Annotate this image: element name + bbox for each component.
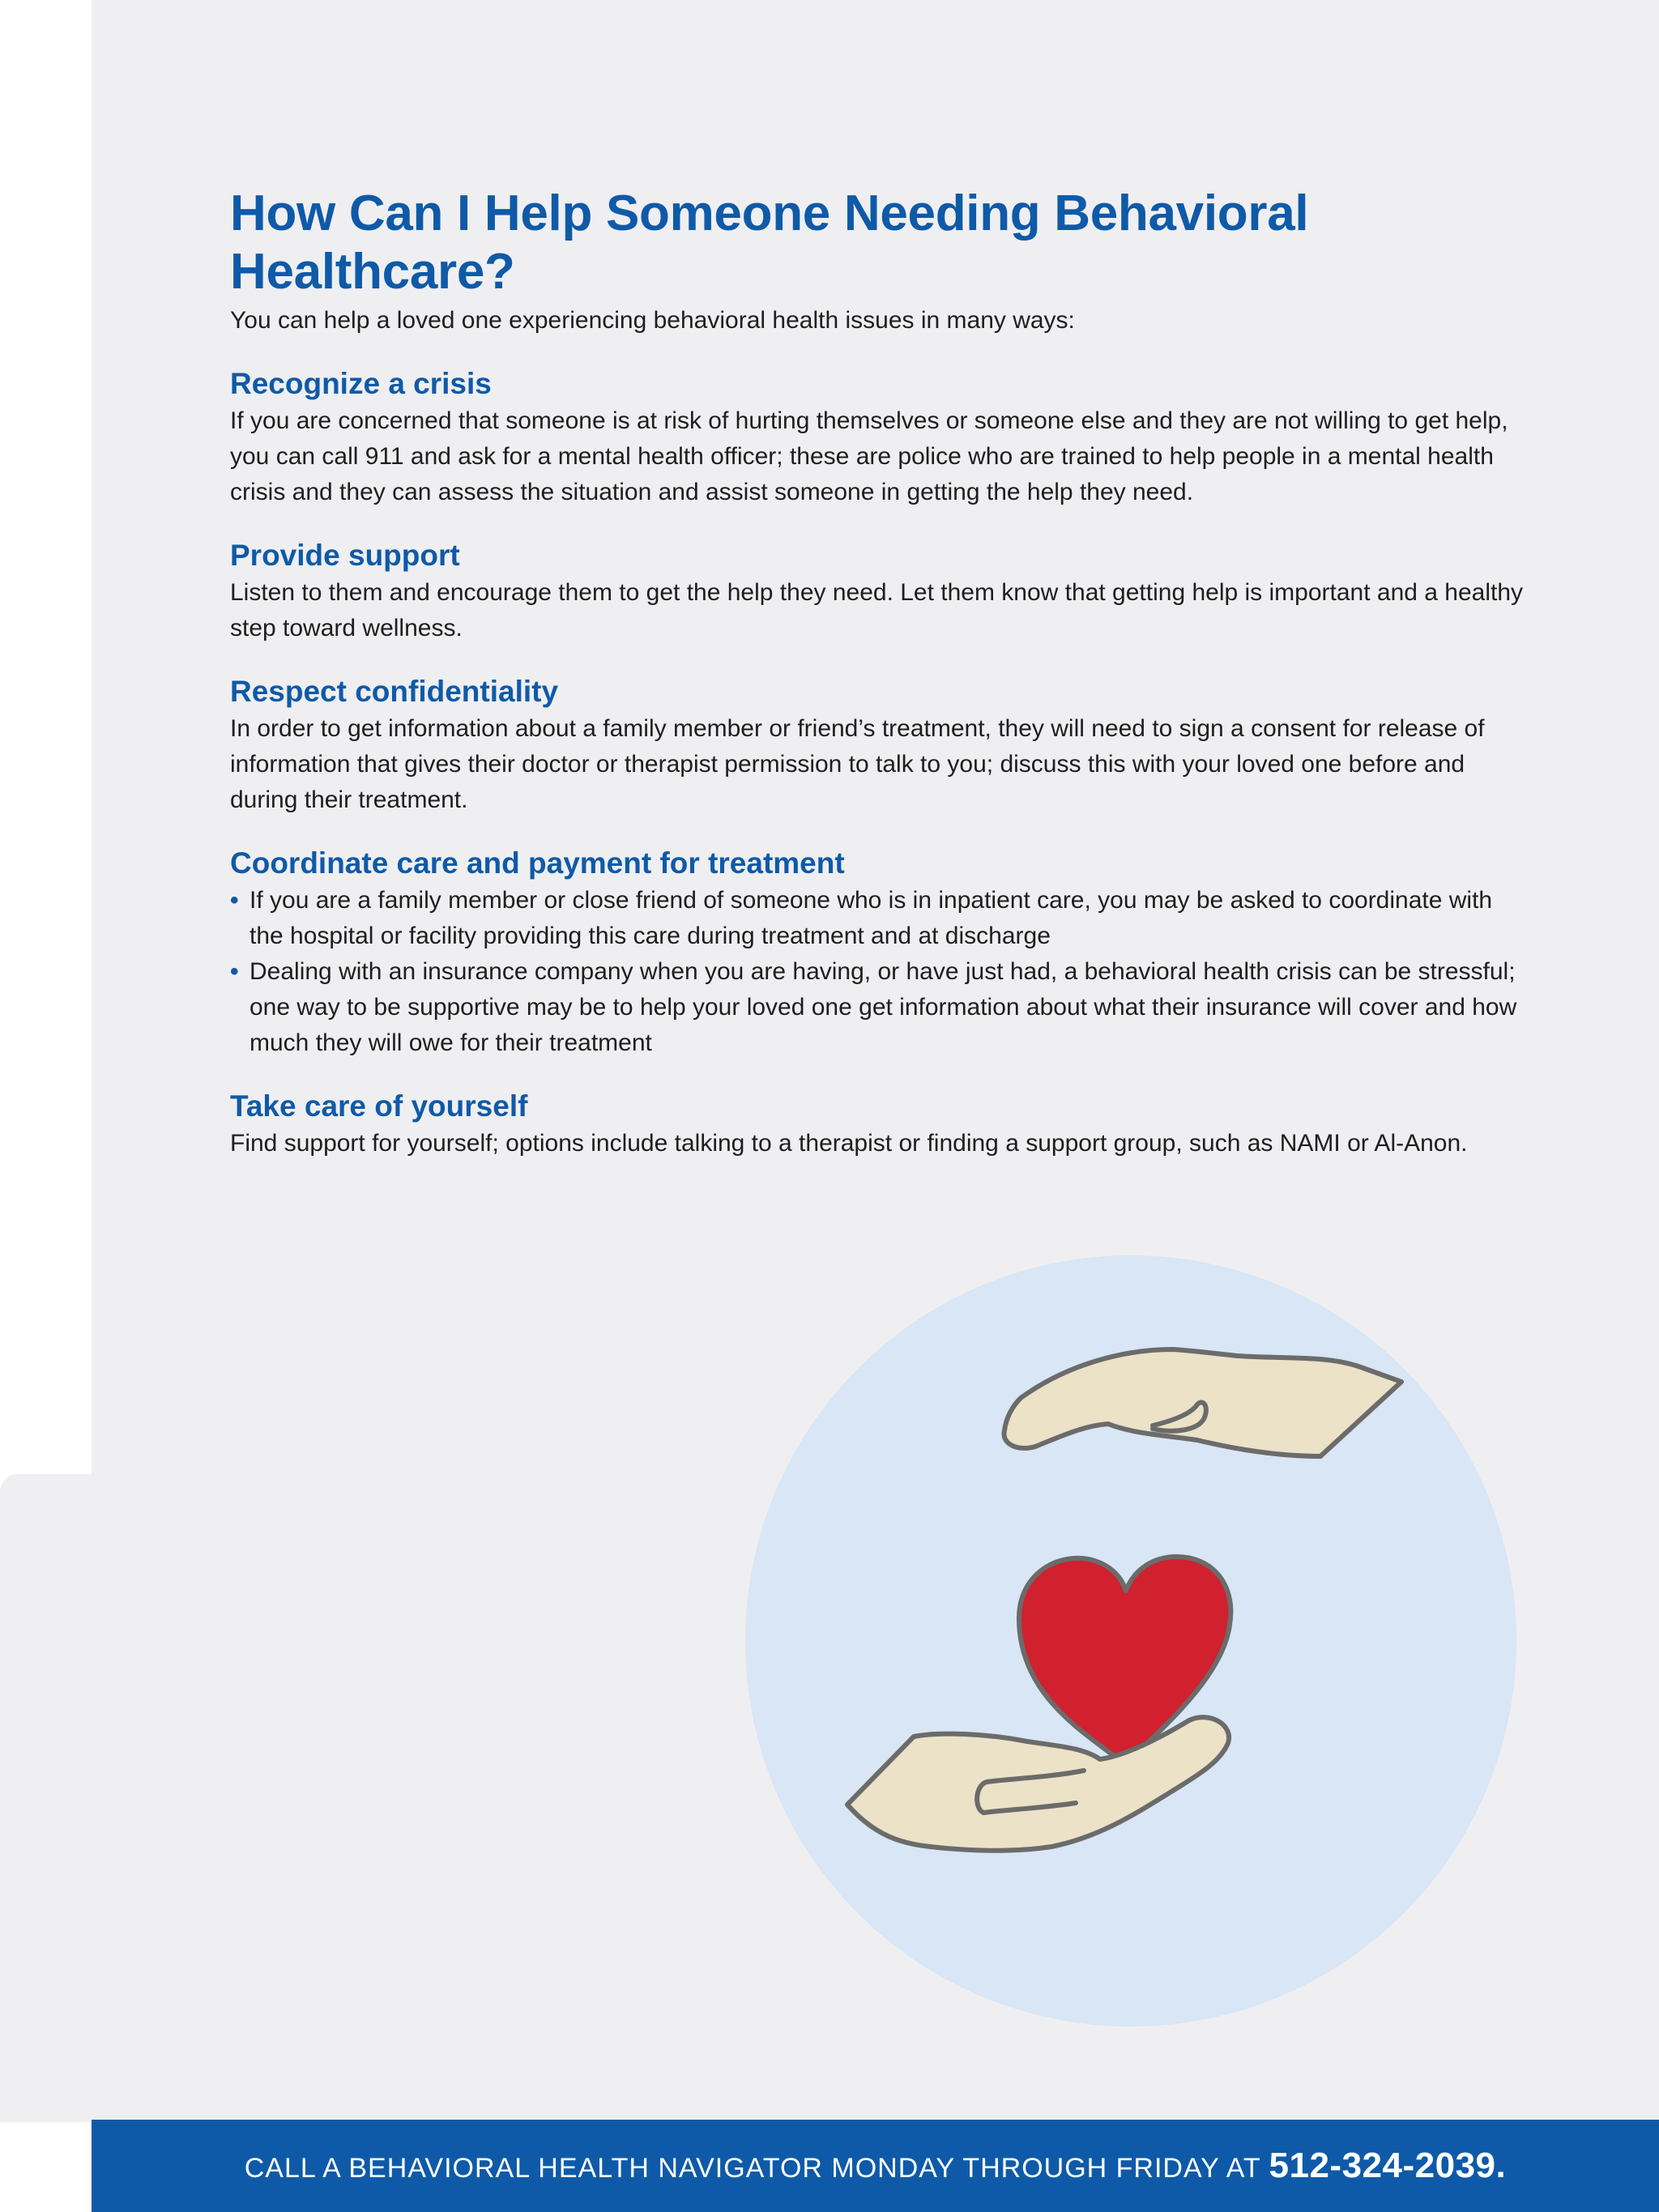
section-coordinate-care bbox=[230, 844, 1526, 1061]
caring-hands-illustration bbox=[744, 1254, 1518, 2028]
bullet-list bbox=[230, 883, 1526, 1061]
footer-banner bbox=[92, 2120, 1659, 2212]
section-provide-support bbox=[230, 536, 1526, 646]
list-item-text: If you are a family member or close friend of someone who is in inpatient care, you may be asked to coordinate with the hospital or facility providing this care during treatment and at discharge bbox=[249, 887, 1493, 949]
footer-call-text: CALL A BEHAVIORAL HEALTH NAVIGATOR MONDAY THROUGH FRIDAY AT bbox=[244, 2153, 1269, 2184]
section-heading: Take care of yourself bbox=[230, 1089, 528, 1123]
bullet-icon: • bbox=[230, 887, 239, 914]
section-heading: Respect confidentiality bbox=[230, 675, 559, 708]
section-body: If you are concerned that someone is at risk of hurting themselves or someone else and they are not willing to get help, you can call 911 and ask for a mental health officer; these are police who are trained to help people in a mental health crisis and they can assess the situation and assist someone in getting the help they need. bbox=[230, 407, 1508, 505]
list-item-text: Dealing with an insurance company when you are having, or have just had, a behavioral health crisis can be stressful; one way to be supportive may be to help your loved one get information about what their insurance will cover and how much they will owe for their treatment bbox=[249, 958, 1517, 1056]
intro-text: You can help a loved one experiencing behavioral health issues in many ways: bbox=[230, 307, 1075, 334]
section-heading: Recognize a crisis bbox=[230, 367, 492, 400]
section-heading: Coordinate care and payment for treatment bbox=[230, 846, 845, 880]
section-respect-confidentiality bbox=[230, 672, 1526, 818]
list-item bbox=[230, 883, 1526, 954]
section-body: In order to get information about a family member or friend’s treatment, they will need to sign a consent for release of information that gives their doctor or therapist permission to talk to you; discuss this with your loved one before and during their treatment. bbox=[230, 715, 1485, 813]
list-item bbox=[230, 954, 1526, 1061]
footer-phone-number: 512-324-2039. bbox=[1269, 2146, 1507, 2185]
article bbox=[230, 185, 1526, 1161]
bullet-icon: • bbox=[230, 958, 239, 985]
page-title: How Can I Help Someone Needing Behavioral Healthcare? bbox=[230, 185, 1309, 300]
section-body: Find support for yourself; options include talking to a therapist or finding a support group, such as NAMI or Al-Anon. bbox=[230, 1130, 1468, 1157]
page-tab-notch bbox=[0, 1474, 113, 2122]
section-body: Listen to them and encourage them to get the help they need. Let them know that getting help is important and a healthy step toward wellness. bbox=[230, 579, 1524, 641]
footer-text bbox=[245, 2146, 1507, 2186]
section-take-care-of-yourself bbox=[230, 1087, 1526, 1161]
section-heading: Provide support bbox=[230, 539, 460, 572]
section-recognize-crisis bbox=[230, 364, 1526, 510]
